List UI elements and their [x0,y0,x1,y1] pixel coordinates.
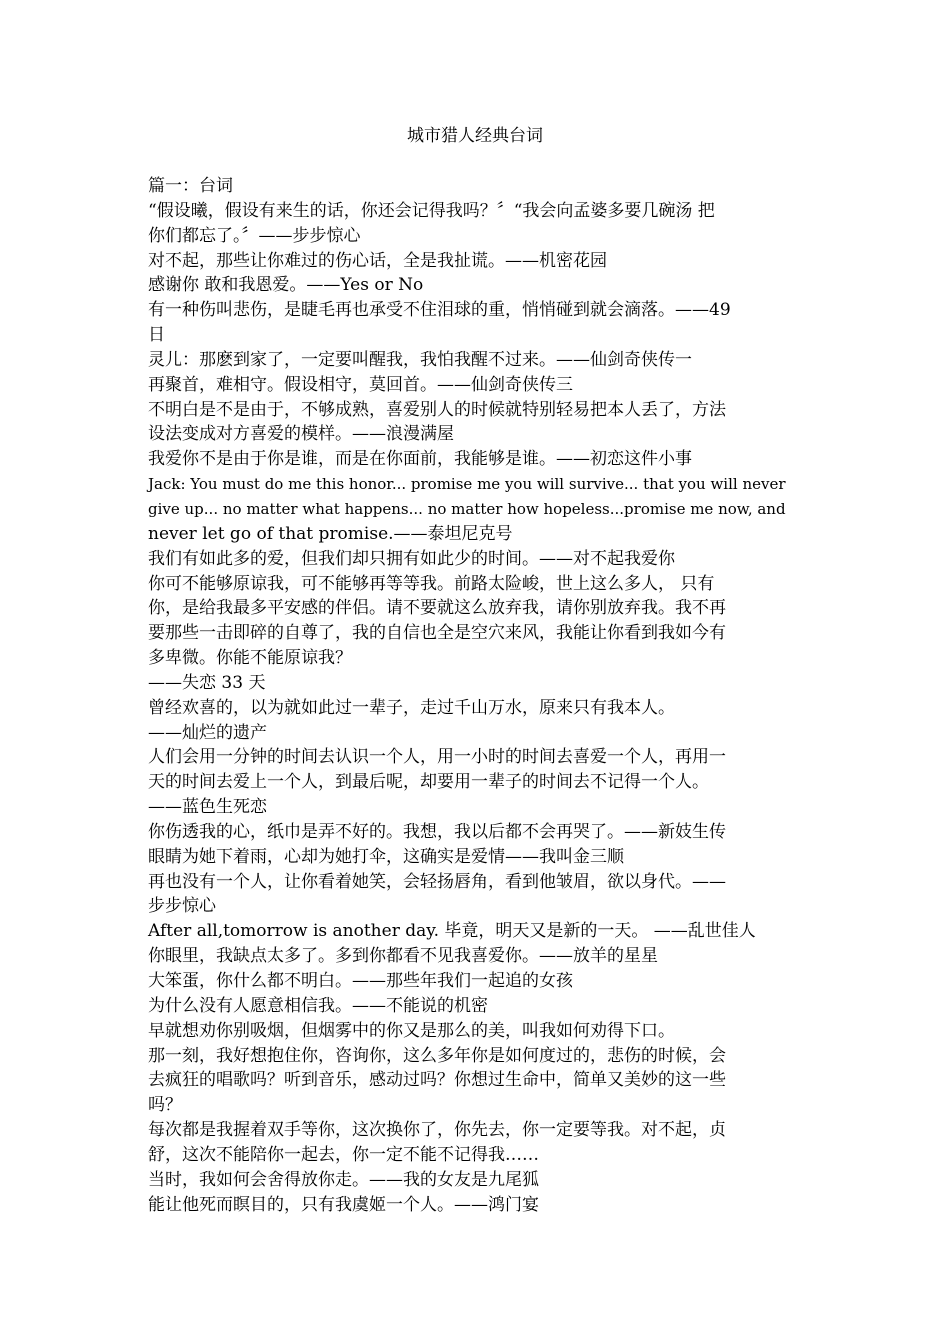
text-line: ——灿烂的遗产 [148,722,267,743]
text-line: 我爱你不是由于你是谁，而是在你面前，我能够是谁。——初恋这件小事 [148,449,692,470]
text-line: 要那些一击即碎的自尊了，我的自信也全是空穴来风，我能让你看到我如今有 [148,623,726,644]
text-line: 当时，我如何会舍得放你走。——我的女友是九尾狐 [148,1169,539,1190]
text-line: “假设曦，假设有来生的话，你还会记得我吗？〞“我会向孟婆多要几碗汤 把 [148,200,715,221]
text-line: 你可不能够原谅我，可不能够再等等我。前路太险峻，世上这么多人， 只有 [148,573,715,594]
text-line: Jack: You must do me this honor... promise me you will survive... that you will never [148,475,786,494]
text-line: 为什么没有人愿意相信我。——不能说的机密 [148,995,488,1016]
text-line: 天的时间去爱上一个人，到最后呢，却要用一辈子的时间去不记得一个人。 [148,772,709,793]
text-line: 早就想劝你别吸烟，但烟雾中的你又是那么的美，叫我如何劝得下口。 [148,1020,675,1041]
text-line: 你伤透我的心，纸巾是弄不好的。我想，我以后都不会再哭了。——新妓生传 [148,821,726,842]
text-line: 篇一：台词 [148,176,233,196]
text-line: 设法变成对方喜爱的模样。——浪漫满屋 [148,424,454,445]
text-line: 吗？ [148,1095,182,1116]
text-line: 你，是给我最多平安感的伴侣。请不要就这么放弃我，请你别放弃我。我不再 [148,598,726,619]
text-line: 再也没有一个人，让你看着她笑，会轻扬唇角，看到他皱眉，欲以身代。—— [148,871,726,892]
text-line: 再聚首，难相守。假设相守，莫回首。——仙剑奇侠传三 [148,374,573,395]
document-body [148,174,803,1217]
text-line: 每次都是我握着双手等你，这次换你了，你先去，你一定要等我。对不起，贞 [148,1120,726,1141]
text-line: 你们都忘了。〞——步步惊心 [148,225,361,246]
text-line: 感谢你 敢和我恩爱。——Yes or No [148,275,424,296]
text-line: 日 [148,325,165,346]
text-line: 去疯狂的唱歌吗？听到音乐，感动过吗？你想过生命中，简单又美妙的这一些 [148,1070,726,1091]
text-line: 对不起，那些让你难过的伤心话，全是我扯谎。——机密花园 [148,250,607,271]
text-line: 人们会用一分钟的时间去认识一个人，用一小时的时间去喜爱一个人，再用一 [148,747,726,768]
text-line: 你眼里，我缺点太多了。多到你都看不见我喜爱你。——放羊的星星 [148,946,658,967]
text-line: 我们有如此多的爱，但我们却只拥有如此少的时间。——对不起我爱你 [148,548,675,569]
text-line: 大笨蛋，你什么都不明白。——那些年我们一起追的女孩 [148,971,573,991]
text-line: ——失恋 33 天 [148,672,266,693]
text-line: 步步惊心 [148,896,216,917]
text-line: never let go of that promise.——泰坦尼克号 [148,523,513,544]
text-line: 能让他死而瞑目的，只有我虞姬一个人。——鸿门宴 [148,1194,539,1215]
text-line: ——蓝色生死恋 [148,797,267,818]
text-line: 曾经欢喜的，以为就如此过一辈子，走过千山万水，原来只有我本人。 [148,697,675,718]
document-title: 城市猎人经典台词 [407,126,543,146]
text-line: give up... no matter what happens... no matter how hopeless...promise me now, and [148,499,786,518]
text-line: 多卑微。你能不能原谅我？ [148,648,352,669]
text-line: 那一刻，我好想抱住你，咨询你，这么多年你是如何度过的，悲伤的时候，会 [148,1045,726,1066]
text-line: After all,tomorrow is another day. 毕竟，明天又是新的一天。 ——乱世佳人 [148,921,756,942]
text-line: 舒，这次不能陪你一起去，你一定不能不记得我…… [148,1144,539,1165]
text-line: 有一种伤叫悲伤，是睫毛再也承受不住泪球的重，悄悄碰到就会滴落。——49 [148,300,731,321]
text-line: 不明白是不是由于，不够成熟，喜爱别人的时候就特别轻易把本人丢了，方法 [148,399,726,420]
text-line: 灵儿：那麽到家了，一定要叫醒我，我怕我醒不过来。——仙剑奇侠传一 [148,349,692,370]
text-line: 眼睛为她下着雨，心却为她打伞，这确实是爱情——我叫金三顺 [148,846,624,867]
